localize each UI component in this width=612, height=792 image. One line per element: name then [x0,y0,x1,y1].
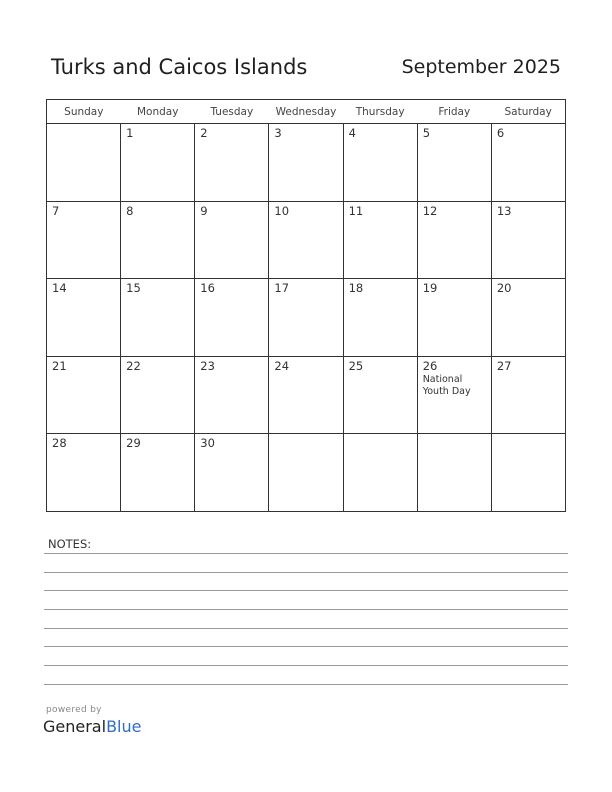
calendar-week-row [47,201,566,279]
generalblue-logo[interactable] [43,717,141,736]
calendar-day-cell[interactable] [195,356,269,434]
calendar-day-cell[interactable] [195,201,269,279]
day-number: 15 [126,281,141,296]
day-number: 4 [348,126,356,140]
day-number: 1 [126,126,134,140]
holiday-event-label: National Youth Day [422,373,471,397]
day-number: 24 [274,358,290,373]
calendar-day-cell[interactable] [491,279,565,357]
calendar-day-cell[interactable] [417,279,491,357]
calendar-day-cell[interactable] [491,356,565,434]
note-line [44,553,568,554]
calendar-week-row [47,434,566,512]
calendar-day-cell[interactable] [47,356,121,434]
calendar-day-cell[interactable] [47,201,121,279]
calendar-day-cell[interactable] [269,434,343,512]
calendar-day-cell[interactable] [491,201,565,279]
calendar-day-cell[interactable] [491,124,565,202]
weekday-header-row [47,100,566,124]
day-number: 14 [52,281,67,296]
calendar-week-row [47,356,566,434]
day-number: 27 [496,358,512,373]
calendar-day-cell[interactable] [121,124,195,202]
note-line [44,684,568,685]
day-number: 23 [200,358,215,373]
calendar-week-row [47,124,566,202]
day-number: 6 [496,126,505,140]
brand-blue-text: Blue [106,717,142,736]
notes-label: NOTES: [48,537,92,551]
calendar-day-cell[interactable] [47,279,121,357]
weekday-header: Tuesday [195,100,269,124]
day-number: 8 [126,203,134,218]
day-number: 12 [422,203,438,218]
calendar-day-cell[interactable] [47,124,121,202]
powered-by-text: powered by [46,705,102,715]
note-line [44,609,568,610]
day-number: 30 [200,436,215,451]
calendar-week-row [47,279,566,357]
calendar-day-cell[interactable] [269,279,343,357]
note-line [44,572,568,573]
day-number: 2 [200,126,208,140]
day-number: 26 [422,358,438,373]
note-line [44,590,568,591]
calendar-country-title: Turks and Caicos Islands [51,55,308,79]
calendar-day-cell[interactable] [343,434,417,512]
calendar-day-cell[interactable] [343,201,417,279]
calendar-day-cell[interactable] [417,124,491,202]
calendar-day-cell[interactable] [121,279,195,357]
day-number: 19 [422,281,438,296]
calendar-day-cell[interactable] [417,201,491,279]
weekday-header: Friday [417,100,491,124]
calendar-day-cell[interactable] [269,124,343,202]
day-number: 7 [52,203,60,218]
day-number: 25 [348,358,364,373]
day-number: 17 [274,281,290,296]
day-number: 28 [52,436,67,451]
calendar-day-cell[interactable] [121,201,195,279]
day-number: 21 [52,358,67,373]
weekday-header: Sunday [47,100,121,124]
brand-general-text: General [43,717,107,736]
calendar-day-cell[interactable] [121,356,195,434]
calendar-day-cell[interactable] [195,279,269,357]
day-number: 29 [126,436,141,451]
day-number: 10 [274,203,290,218]
calendar-day-cell[interactable] [47,434,121,512]
calendar-day-cell[interactable] [195,434,269,512]
day-number: 22 [126,358,141,373]
note-line [44,628,568,629]
calendar-month-title: September 2025 [401,56,561,78]
calendar-day-cell[interactable] [195,124,269,202]
day-number: 20 [496,281,512,296]
day-number: 11 [348,203,364,218]
calendar-day-cell[interactable] [417,434,491,512]
calendar-day-cell[interactable] [343,279,417,357]
weekday-header: Monday [121,100,195,124]
calendar-day-cell[interactable] [269,356,343,434]
day-number: 5 [422,126,431,140]
day-number: 13 [496,203,512,218]
calendar-day-cell[interactable] [343,124,417,202]
weekday-header: Saturday [491,100,565,124]
weekday-header: Thursday [343,100,417,124]
calendar-day-cell[interactable] [417,356,491,434]
calendar-day-cell[interactable] [491,434,565,512]
day-number: 9 [200,203,208,218]
day-number: 16 [200,281,215,296]
calendar-grid [46,99,566,512]
day-number: 18 [348,281,364,296]
calendar-day-cell[interactable] [121,434,195,512]
note-line [44,646,568,647]
calendar-day-cell[interactable] [269,201,343,279]
calendar-day-cell[interactable] [343,356,417,434]
day-number: 3 [274,126,282,140]
note-line [44,665,568,666]
weekday-header: Wednesday [269,100,343,124]
